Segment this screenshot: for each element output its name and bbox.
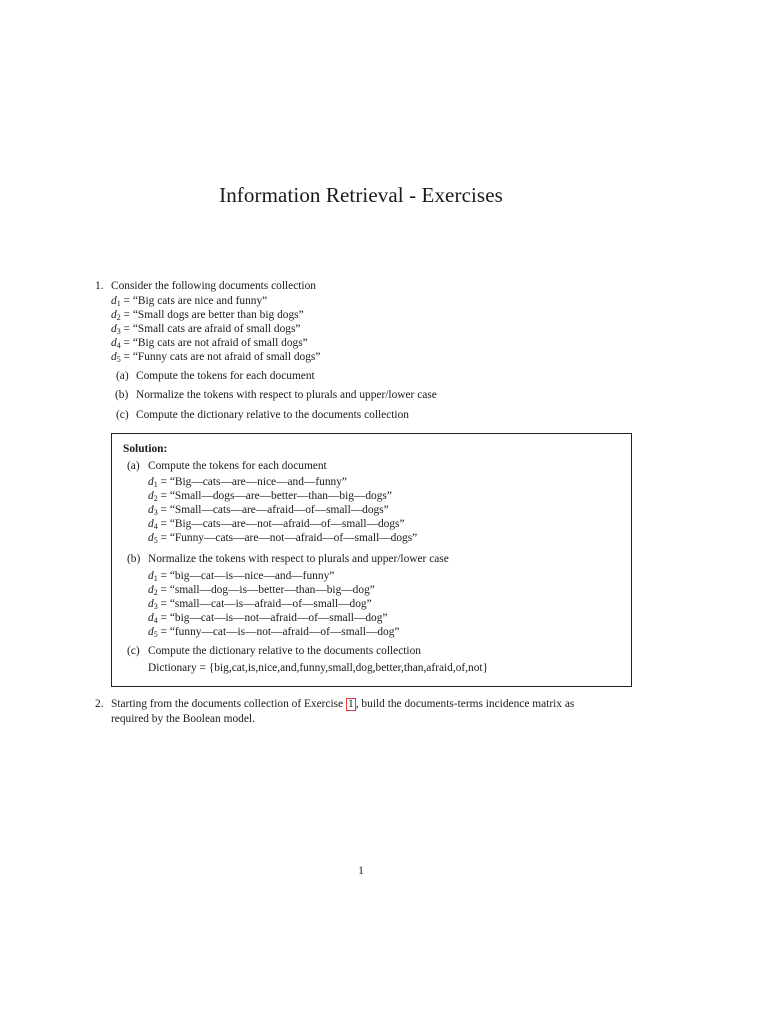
page-number: 1 <box>358 865 364 877</box>
doc-text: “Big—cats—are—not—afraid—of—small—dogs” <box>169 518 405 530</box>
doc-eq: = <box>120 351 133 363</box>
doc-text: “Big cats are not afraid of small dogs” <box>132 337 308 349</box>
doc-sub: 5 <box>116 355 121 364</box>
solution-b-label: (b) <box>127 553 141 565</box>
doc-text: “Small dogs are better than big dogs” <box>132 309 304 321</box>
task-label: (c) <box>116 409 129 421</box>
doc-sub: 5 <box>153 630 158 639</box>
exercise-2-line-2: required by the Boolean model. <box>111 713 255 725</box>
exercise-2-line-1 <box>111 697 574 711</box>
doc-eq: = <box>120 337 133 349</box>
doc-var: d <box>111 337 117 349</box>
task-text: Compute the dictionary relative to the documents collection <box>136 409 409 421</box>
doc-text: “small—dog—is—better—than—big—dog” <box>169 584 375 596</box>
doc-text: “Funny cats are not afraid of small dogs” <box>132 351 321 363</box>
doc-var: d <box>148 584 154 596</box>
solution-c-text: Compute the dictionary relative to the documents collection <box>148 645 421 657</box>
doc-sub: 2 <box>116 313 121 322</box>
task-label: (b) <box>115 389 129 401</box>
doc-sub: 2 <box>153 494 158 503</box>
exercise-2-number: 2. <box>95 698 104 710</box>
doc-text: “small—cat—is—afraid—of—small—dog” <box>169 598 372 610</box>
doc-text: “Big cats are nice and funny” <box>132 295 268 307</box>
doc-sub: 3 <box>153 508 158 517</box>
exercise-reference-link[interactable]: 1 <box>348 698 354 710</box>
doc-eq: = <box>157 570 170 582</box>
doc-text: “Funny—cats—are—not—afraid—of—small—dogs” <box>169 532 418 544</box>
exercise-2-text-before: Starting from the documents collection of Exercise <box>111 698 347 710</box>
doc-eq: = <box>157 490 170 502</box>
doc-sub: 3 <box>153 602 158 611</box>
doc-eq: = <box>157 532 170 544</box>
solution-heading: Solution: <box>123 443 168 455</box>
doc-var: d <box>148 626 154 638</box>
solution-c-label: (c) <box>127 645 140 657</box>
doc-eq: = <box>157 598 170 610</box>
doc-var: d <box>111 309 117 321</box>
doc-var: d <box>111 295 117 307</box>
doc-eq: = <box>120 323 133 335</box>
doc-var: d <box>148 612 154 624</box>
doc-var: d <box>111 351 117 363</box>
doc-text: “Small—cats—are—afraid—of—small—dogs” <box>169 504 389 516</box>
exercise-1-number: 1. <box>95 280 104 292</box>
doc-sub: 5 <box>153 536 158 545</box>
task-label: (a) <box>116 370 129 382</box>
normalized-line <box>148 625 400 642</box>
doc-eq: = <box>157 626 170 638</box>
doc-var: d <box>148 490 154 502</box>
doc-sub: 4 <box>153 616 158 625</box>
doc-sub: 3 <box>116 327 121 336</box>
doc-eq: = <box>157 612 170 624</box>
solution-a-label: (a) <box>127 460 140 472</box>
doc-sub: 1 <box>153 574 158 583</box>
doc-var: d <box>148 476 154 488</box>
doc-sub: 2 <box>153 588 158 597</box>
doc-var: d <box>148 532 154 544</box>
doc-text: “big—cat—is—nice—and—funny” <box>169 570 335 582</box>
doc-text: “Big—cats—are—nice—and—funny” <box>169 476 347 488</box>
doc-sub: 1 <box>116 299 121 308</box>
doc-eq: = <box>120 309 133 321</box>
doc-text: “Small—dogs—are—better—than—big—dogs” <box>169 490 392 502</box>
solution-a-text: Compute the tokens for each document <box>148 460 327 472</box>
doc-var: d <box>111 323 117 335</box>
doc-text: “Small cats are afraid of small dogs” <box>132 323 301 335</box>
doc-sub: 4 <box>116 341 121 350</box>
doc-sub: 1 <box>153 480 158 489</box>
task-text: Compute the tokens for each document <box>136 370 315 382</box>
doc-text: “big—cat—is—not—afraid—of—small—dog” <box>169 612 388 624</box>
dictionary: Dictionary = {big,cat,is,nice,and,funny,small,dog,better,than,afraid,of,not} <box>148 662 489 674</box>
solution-b-text: Normalize the tokens with respect to plurals and upper/lower case <box>148 553 449 565</box>
doc-eq: = <box>157 584 170 596</box>
doc-var: d <box>148 570 154 582</box>
exercise-2-text-after: , build the documents-terms incidence matrix as <box>355 698 575 710</box>
document-line <box>111 350 320 367</box>
doc-eq: = <box>157 476 170 488</box>
token-line <box>148 531 417 548</box>
doc-var: d <box>148 504 154 516</box>
doc-sub: 4 <box>153 522 158 531</box>
doc-text: “funny—cat—is—not—afraid—of—small—dog” <box>169 626 400 638</box>
doc-eq: = <box>157 504 170 516</box>
task-text: Normalize the tokens with respect to plurals and upper/lower case <box>136 389 437 401</box>
page-title: Information Retrieval - Exercises <box>219 183 503 207</box>
exercise-1-intro: Consider the following documents collection <box>111 280 316 292</box>
doc-var: d <box>148 518 154 530</box>
doc-eq: = <box>120 295 133 307</box>
doc-eq: = <box>157 518 170 530</box>
doc-var: d <box>148 598 154 610</box>
